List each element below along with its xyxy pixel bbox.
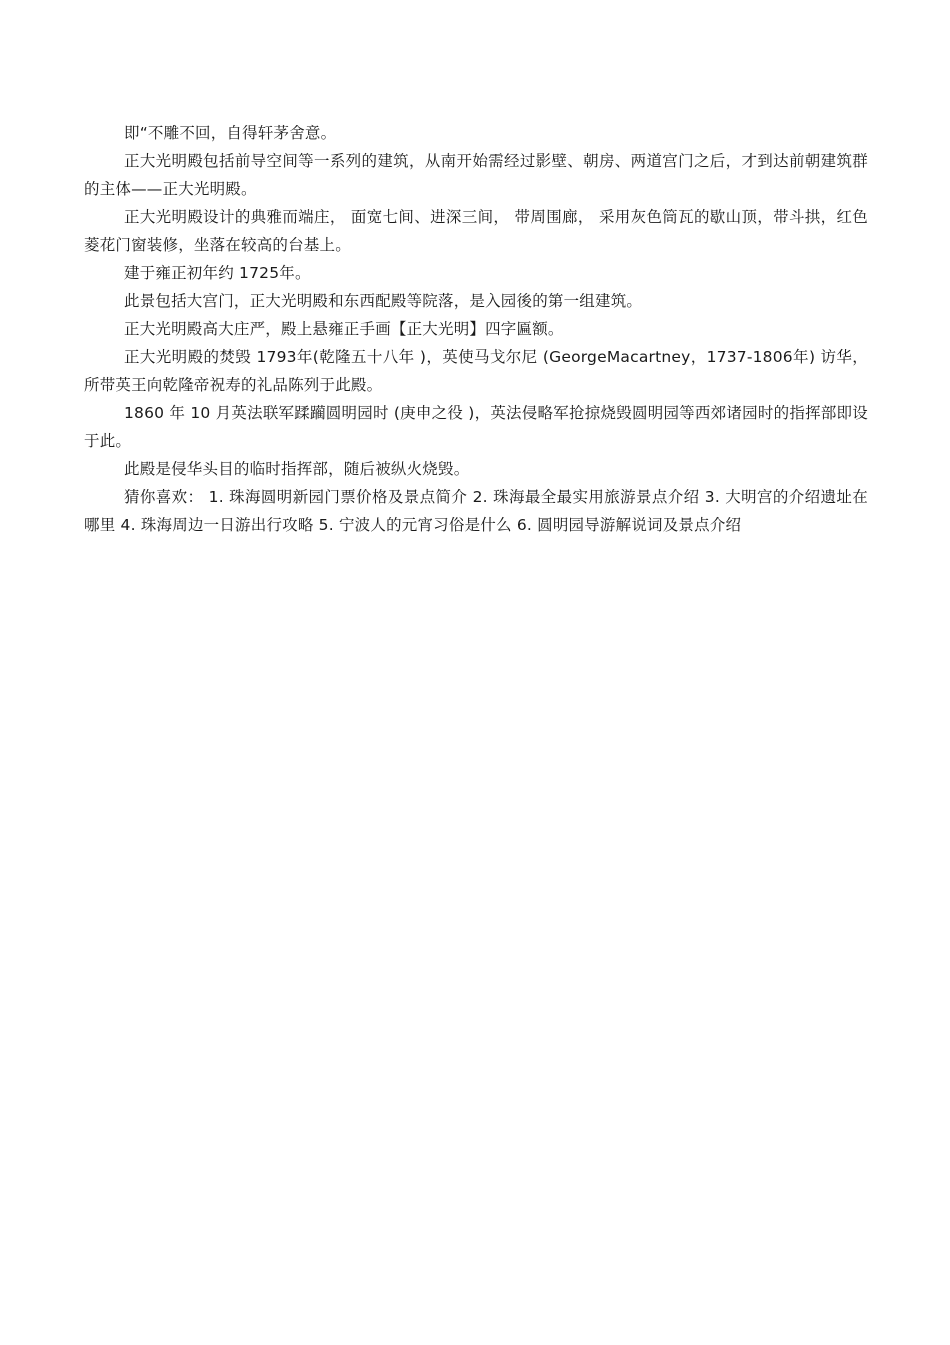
- paragraph-1: 即“不雕不回，自得轩茅舍意。: [124, 124, 337, 142]
- paragraph-3: 正大光明殿设计的典雅而端庄， 面宽七间、进深三间， 带周围廊， 采用灰色筒瓦的歇山顶，带斗拱，红色菱花门窗装修，坐落在较高的台基上。: [84, 208, 868, 254]
- paragraph-7: 正大光明殿的焚毁 1793年(乾隆五十八年 )，英使马戈尔尼 (GeorgeMacartney，1737-1806年) 访华，所带英王向乾隆帝祝寿的礼品陈列于此殿。: [84, 348, 868, 394]
- paragraph-4: 建于雍正初年约 1725年。: [124, 264, 311, 282]
- paragraph-6: 正大光明殿高大庄严，殿上悬雍正手画【正大光明】四字匾额。: [124, 320, 564, 338]
- paragraph-8: 1860 年 10 月英法联军蹂躏圆明园时 (庚申之役 )，英法侵略军抢掠烧毁圆明园等西郊诸园时的指挥部即设于此。: [84, 404, 868, 450]
- paragraph-9: 此殿是侵华头目的临时指挥部，随后被纵火烧毁。: [124, 460, 470, 478]
- related-reading-paragraph: 猜你喜欢： 1. 珠海圆明新园门票价格及景点简介 2. 珠海最全最实用旅游景点介绍 3. 大明宫的介绍遗址在哪里 4. 珠海周边一日游出行攻略 5. 宁波人的元宵习俗是什么 6. 圆明园导游解说词及景点介绍: [84, 488, 868, 534]
- paragraph-5: 此景包括大宫门，正大光明殿和东西配殿等院落，是入园後的第一组建筑。: [124, 292, 643, 310]
- paragraph-2: 正大光明殿包括前导空间等一系列的建筑，从南开始需经过影壁、朝房、两道宫门之后，才到达前朝建筑群的主体——正大光明殿。: [84, 152, 868, 198]
- document-body: [84, 119, 868, 539]
